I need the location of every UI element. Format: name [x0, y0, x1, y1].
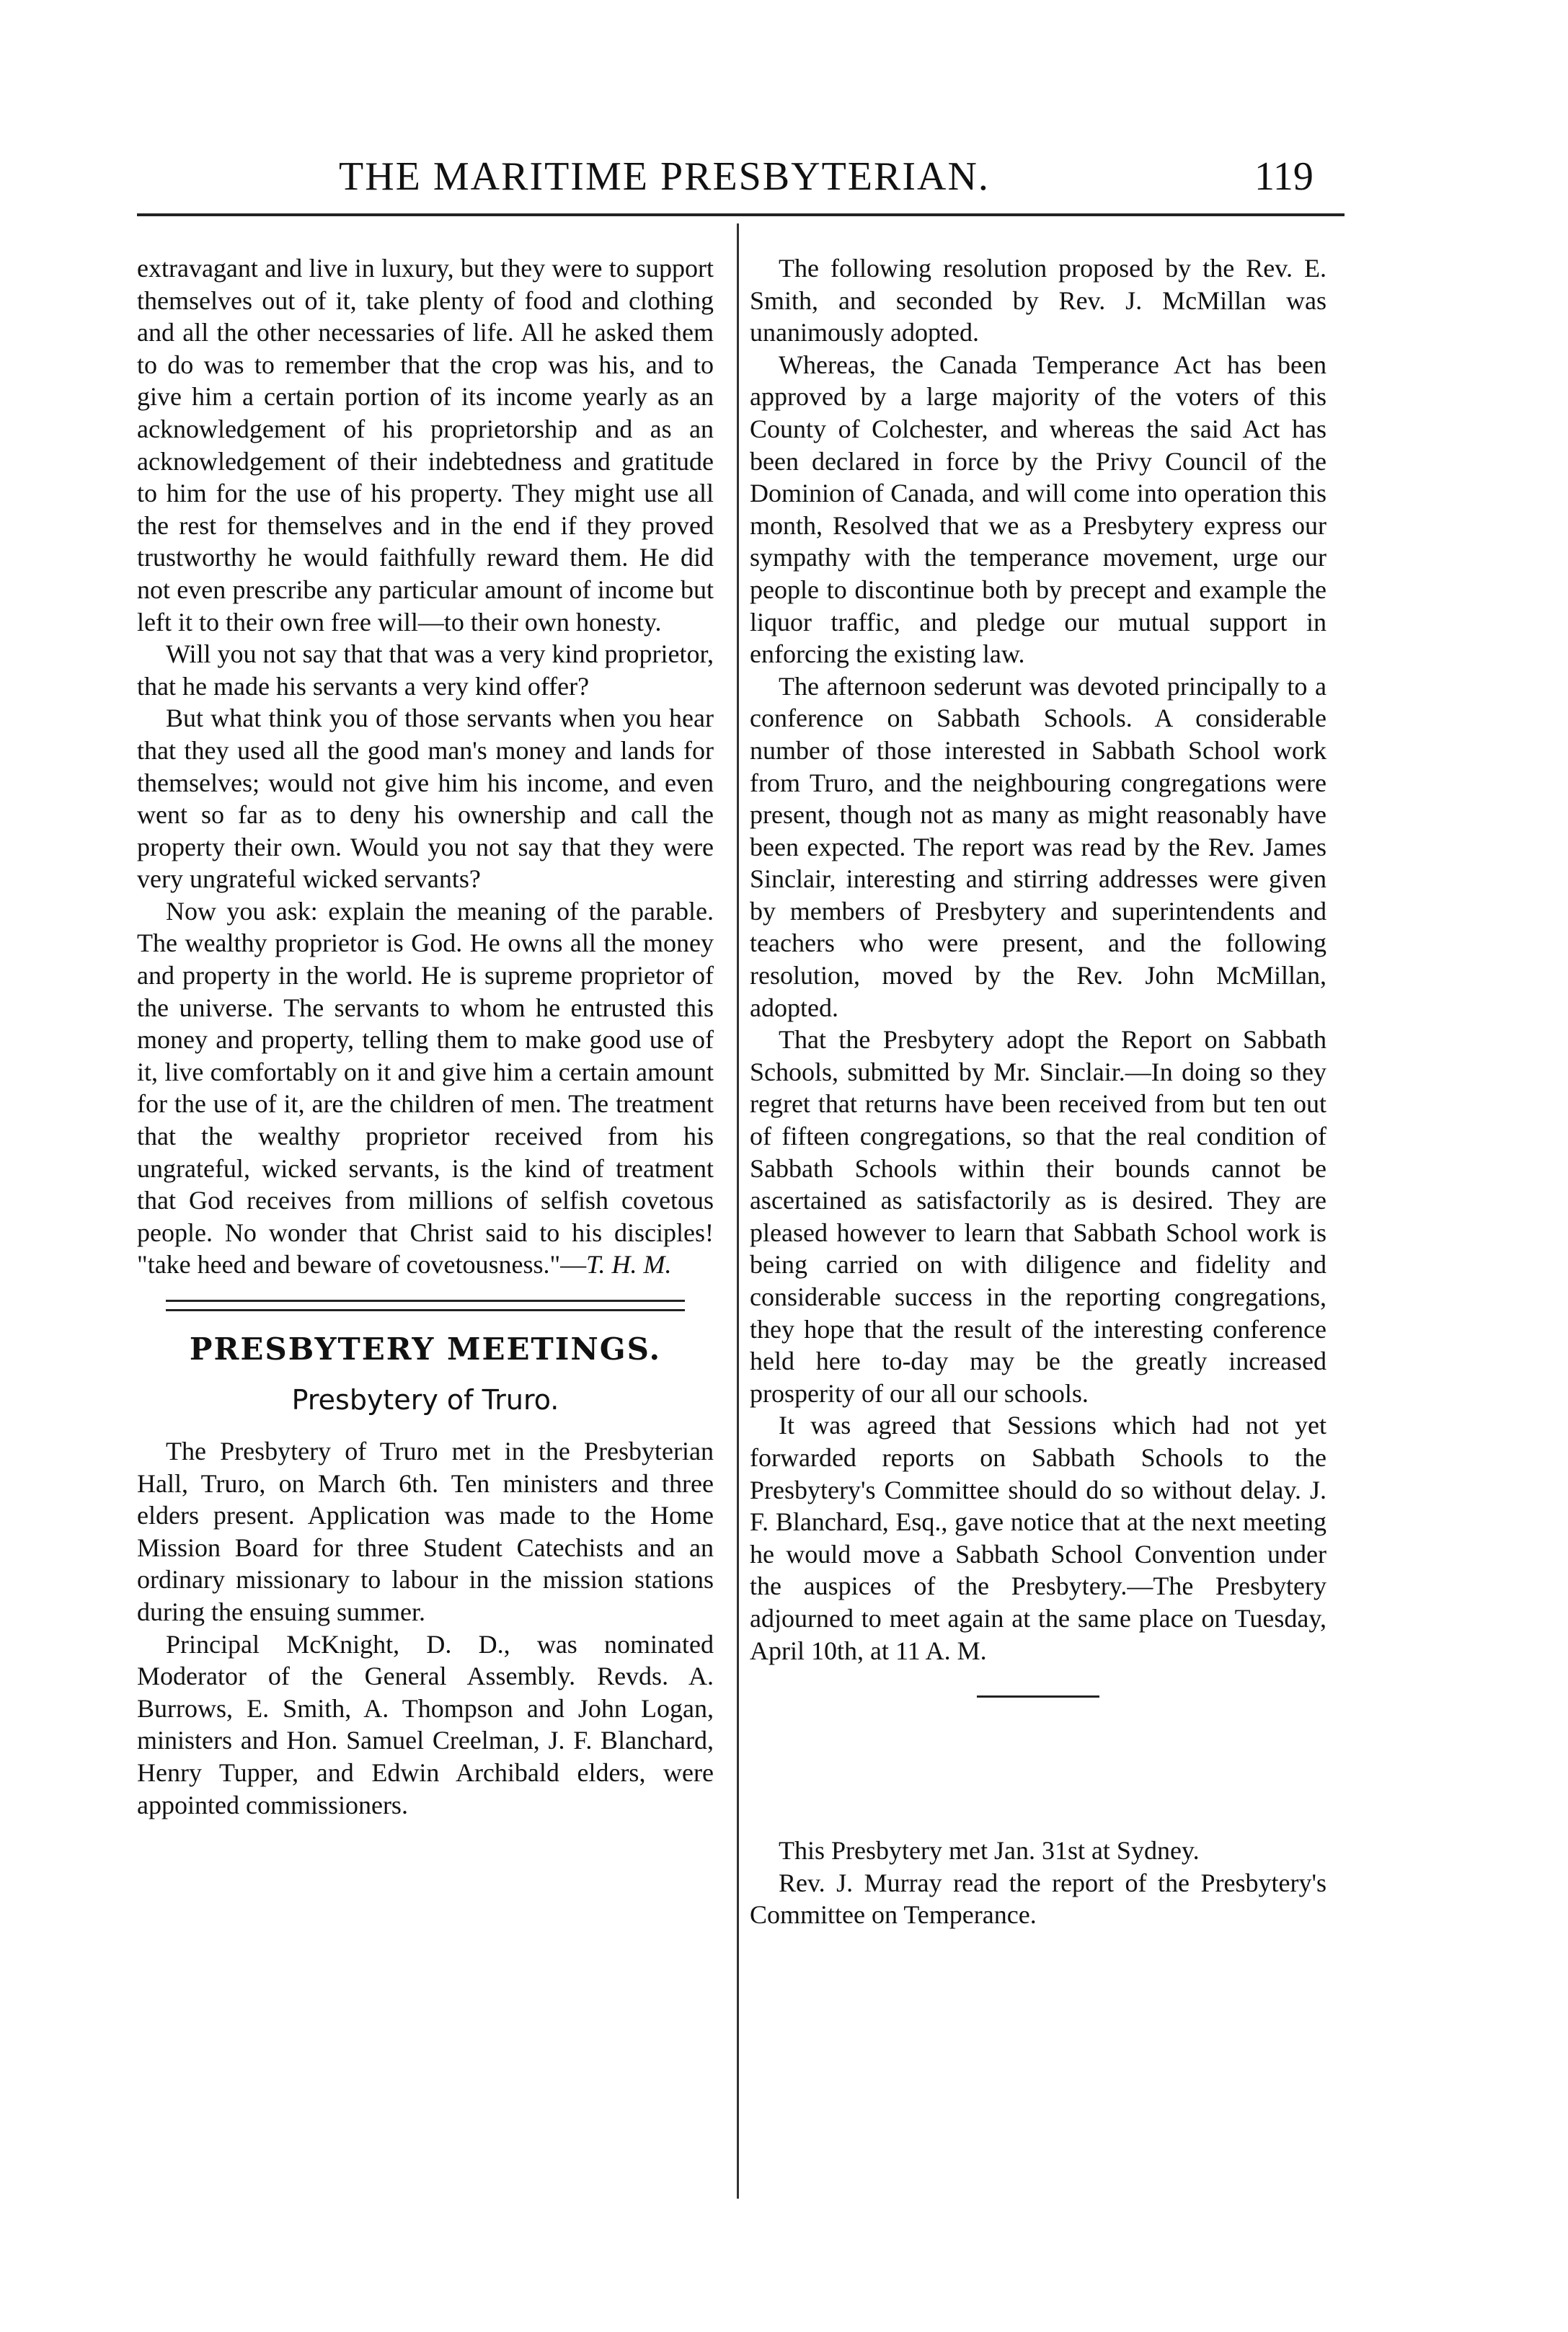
header-rule [137, 213, 1345, 216]
section-heading: PRESBYTERY MEETINGS. [189, 1331, 662, 1367]
running-head-title: THE MARITIME PRESBYTERIAN. [339, 154, 990, 199]
section-double-rule [166, 1300, 685, 1311]
truro-paragraph-1: The Presbytery of Truro met in the Presbyterian Hall, Truro, on March 6th. Ten ministers and three elders present. Application was made to the Home Mission Board for three Student Catechists and an ordinary missionary to labour in the mission stations during the ensuing summer. [137, 1437, 714, 1626]
truro-paragraph-2: Principal McKnight, D. D., was nominated Moderator of the General Assembly. Revds. A. Burrows, E. Smith, A. Thompson and John Logan, ministers and Hon. Samuel Creelman, J. F. Blanchard, Henry Tupper, and Edwin Archibald elders, were appointed commissioners. [137, 1629, 714, 1819]
separator-rule [977, 1695, 1099, 1698]
parable-paragraph-4-text: Now you ask: explain the meaning of the parable. The wealthy proprietor is God. He owns all the money and property in the world. He is supreme proprietor of the universe. The servants to whom he entrusted this money and property, telling them to make good use of it, live comfortably on it and give him a certain amount for the use of it, are the children of men. The treatment that the wealthy proprietor received from his ungrateful, wicked servants, is the kind of treatment that God receives from millions of selfish covetous people. No wonder that Christ said to his disciples! "take heed and beware of covetousness."— [137, 896, 714, 1280]
resolution-intro-paragraph: The following resolution proposed by the Rev. E. Smith, and seconded by Rev. J. McMillan was unanimously adopted. [750, 254, 1326, 347]
temperance-resolution-paragraph: Whereas, the Canada Temperance Act has been approved by a large majority of the voters of this County of Colchester, and whereas the said Act has been declared in force by the Privy Council of the Dominion of Canada, and will come into operation this month, Resolved that we as a Presbytery express our sympathy with the temperance movement, urge our people to discontinue both by precept and example the liquor traffic, and pledge our mutual support in enforcing the existing law. [750, 350, 1326, 669]
section-subheading: Presbytery of Truro. [291, 1384, 559, 1416]
parable-paragraph-1: extravagant and live in luxury, but they were to support themselves out of it, take plenty of food and clothing and all the other necessaries of life. All he asked them to do was to remember that the crop was his, and to give him a certain portion of its income yearly as an acknowledgement of his proprietorship and as an acknowledgement of their indebtedness and gratitude to him for the use of his property. They might use all the rest for themselves and in the end if they proved trustworthy he would faithfully reward them. He did not even prescribe any particular amount of income but left it to their own free will—to their own honesty. [137, 254, 714, 637]
parable-paragraph-2: Will you not say that that was a very kind proprietor, that he made his servants a very kind offer? [137, 639, 714, 701]
sessions-agreement-paragraph: It was agreed that Sessions which had not yet forwarded reports on Sabbath Schools to the Presbytery's Committee should do so without delay. J. F. Blanchard, Esq., gave notice that at the next meeting he would move a Sabbath School Convention under the auspices of the Presbytery.—The Presbytery adjourned to meet again at the same place on Tuesday, April 10th, at 11 A. M. [750, 1411, 1326, 1665]
right-column [750, 252, 1326, 1931]
page-number: 119 [1254, 154, 1314, 199]
sabbath-conference-paragraph: The afternoon sederunt was devoted principally to a conference on Sabbath Schools. A considerable number of those interested in Sabbath School work from Truro, and the neighbouring congregations were present, though not as many as might reasonably have been expected. The report was read by the Rev. James Sinclair, interesting and stirring addresses were given by members of Presbytery and superintendents and teachers who were present, and the following resolution, moved by the Rev. John McMillan, adopted. [750, 671, 1326, 1022]
sabbath-report-paragraph: That the Presbytery adopt the Report on Sabbath Schools, submitted by Mr. Sinclair.—In doing so they regret that returns have been received from but ten out of fifteen congregations, so that the real condition of Sabbath Schools within their bounds cannot be ascertained as satisfactorily as is desired. They are pleased however to learn that Sabbath School work is being carried on with diligence and fidelity and considerable success in the reporting congregations, they hope that the result of the interesting conference held here to-day may be the greatly increased prosperity of our all our schools. [750, 1025, 1326, 1408]
second-report-paragraph-1: This Presbytery met Jan. 31st at Sydney. [779, 1836, 1200, 1866]
article-signature: T. H. M. [586, 1250, 672, 1280]
parable-paragraph-4 [137, 895, 714, 1281]
parable-paragraph-3: But what think you of those servants when you hear that they used all the good man's money and lands for themselves; would not give him his income, and even went so far as to deny his ownership and call the property their own. Would you not say that they were very ungrateful wicked servants? [137, 704, 714, 894]
second-report-paragraph-2: Rev. J. Murray read the report of the Presbytery's Committee on Temperance. [750, 1868, 1326, 1930]
column-divider [737, 223, 739, 2199]
left-column [137, 252, 714, 1821]
